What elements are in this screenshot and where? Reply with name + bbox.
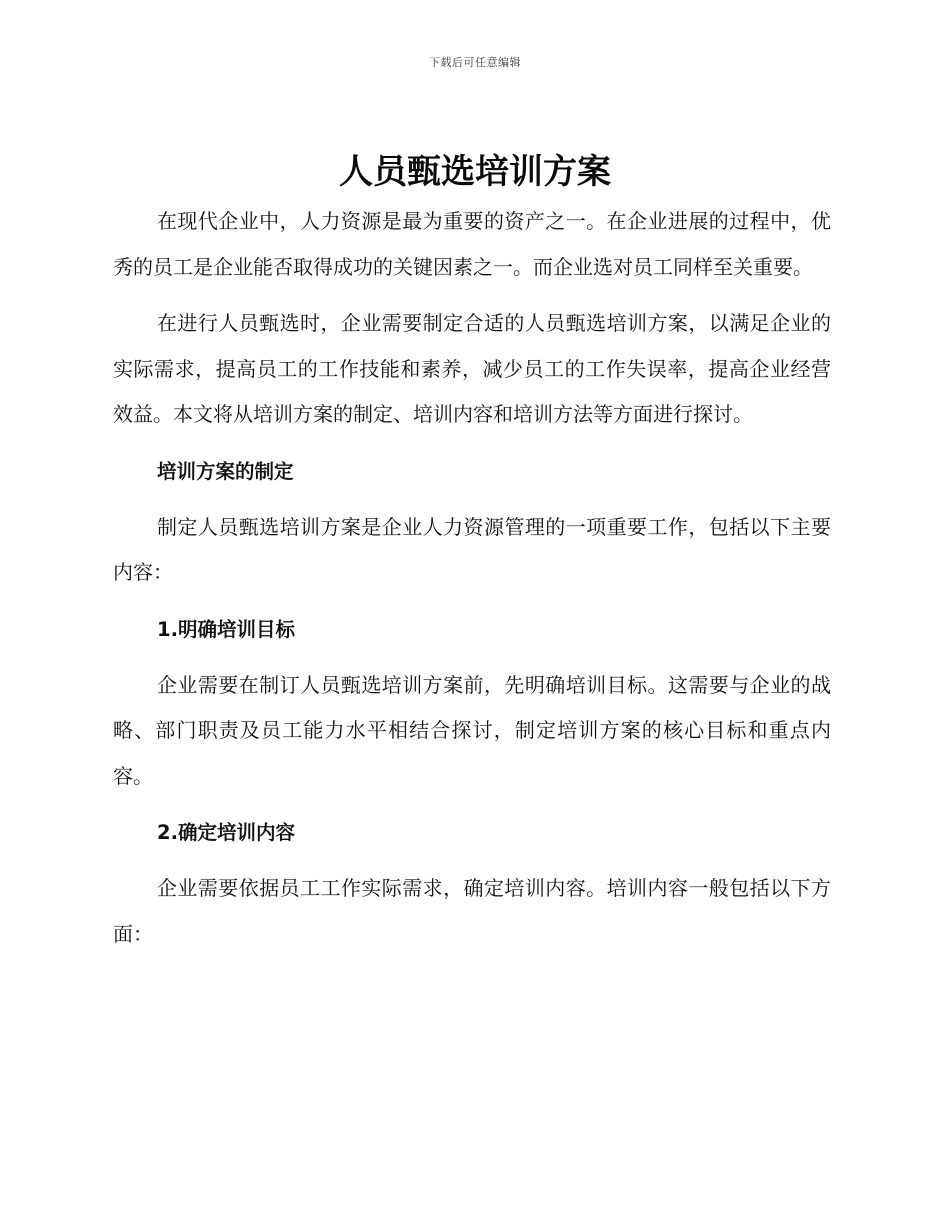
subheading-content: 2.确定培训内容 (157, 821, 295, 844)
content-paragraph: 企业需要依据员工工作实际需求，确定培训内容。培训内容一般包括以下方面： (113, 876, 831, 946)
section-plan-paragraph: 制定人员甄选培训方案是企业人力资源管理的一项重要工作，包括以下主要内容： (113, 514, 831, 584)
goals-paragraph: 企业需要在制订人员甄选培训方案前，先明确培训目标。这需要与企业的战略、部门职责及员工能力水平相结合探讨，制定培训方案的核心目标和重点内容。 (113, 672, 831, 788)
document-title: 人员甄选培训方案 (339, 152, 611, 192)
intro-paragraph-2: 在进行人员甄选时，企业需要制定合适的人员甄选培训方案，以满足企业的实际需求，提高员工的工作技能和素养，减少员工的工作失误率，提高企业经营效益。本文将从培训方案的制定、培训内容和培训方法等方面进行探讨。 (113, 311, 831, 426)
document-body (113, 199, 831, 968)
intro-paragraph-1: 在现代企业中，人力资源是最为重要的资产之一。在企业进展的过程中，优秀的员工是企业能否取得成功的关键因素之一。而企业选对员工同样至关重要。 (113, 209, 831, 279)
header-note: 下载后可任意编辑 (429, 56, 521, 69)
section-heading-plan: 培训方案的制定 (157, 459, 294, 483)
subheading-goals: 1.明确培训目标 (157, 617, 295, 641)
